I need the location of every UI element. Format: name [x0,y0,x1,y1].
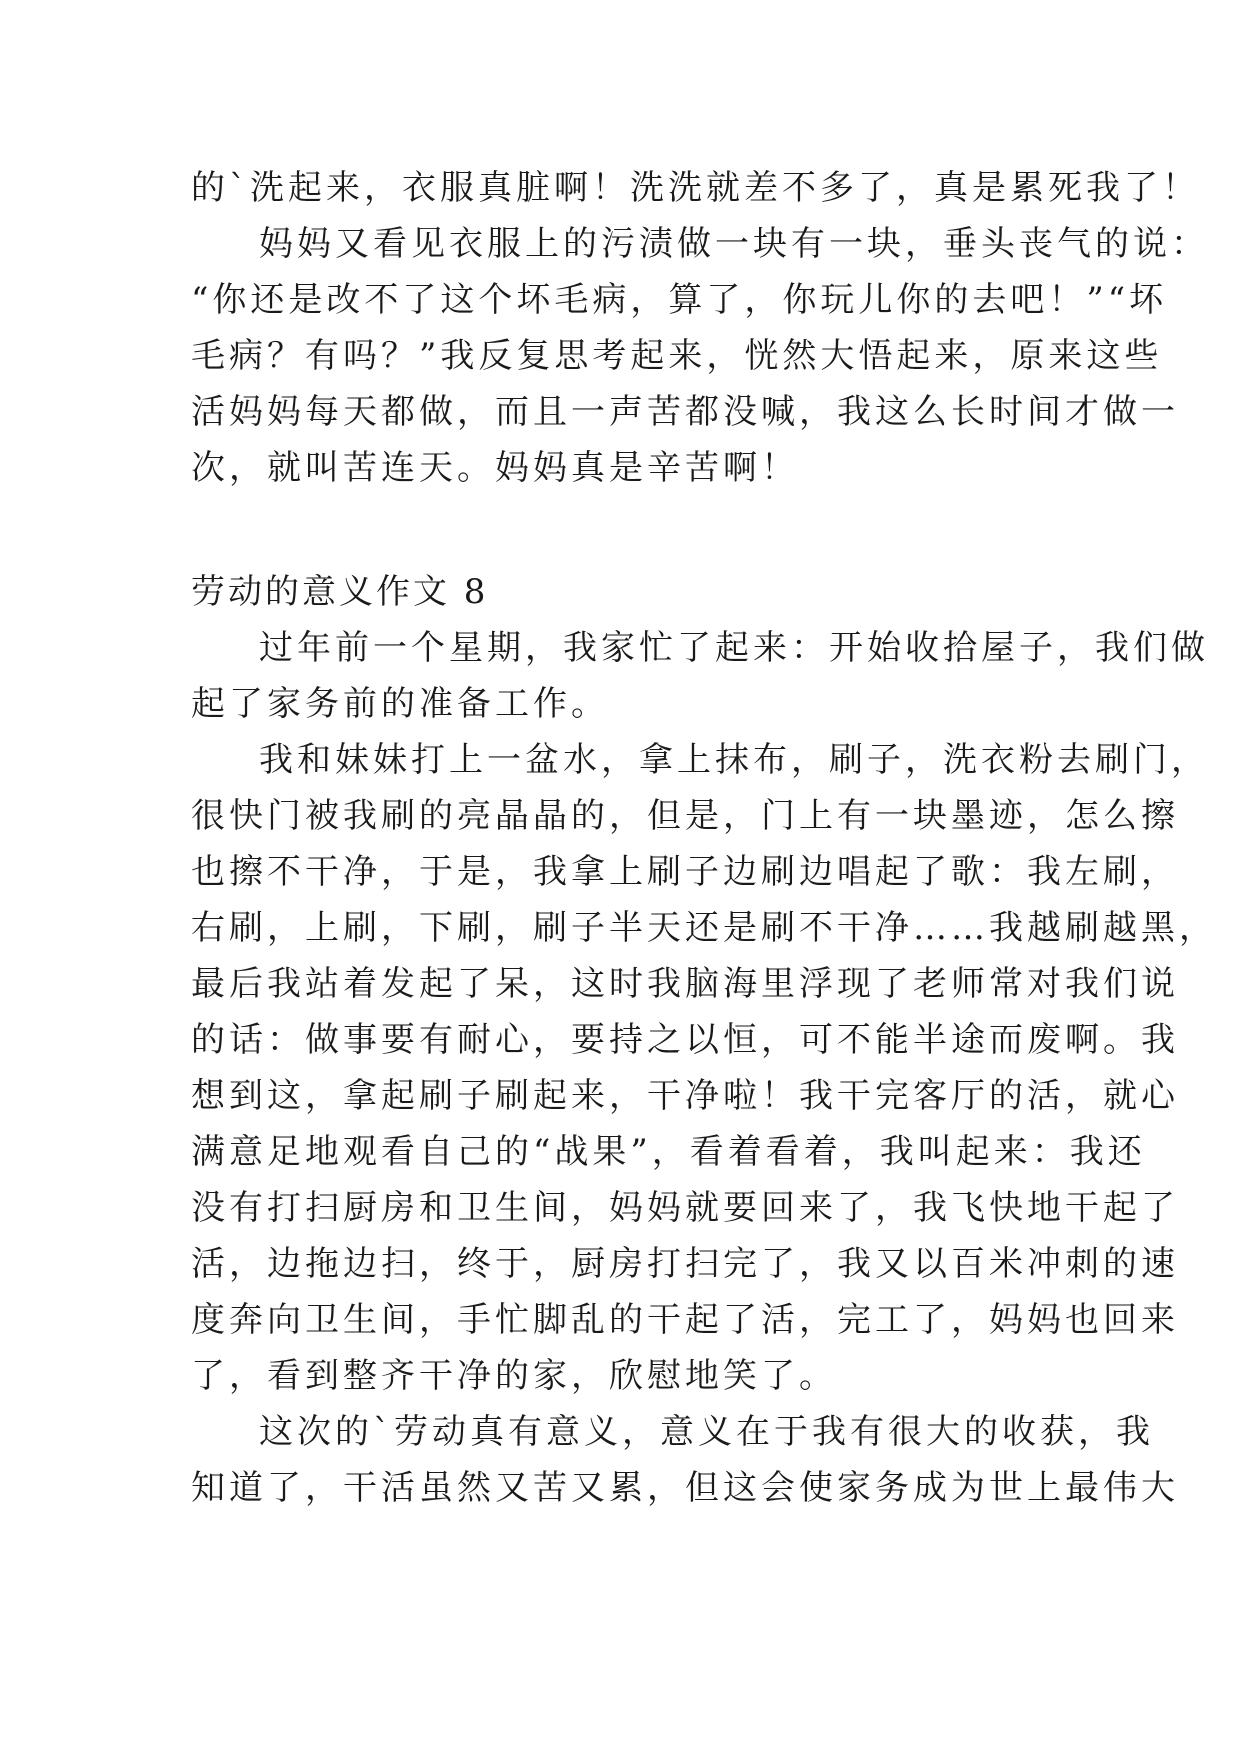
text-line: 活妈妈每天都做，而且一声苦都没喊，我这么长时间才做一 [191,392,1179,432]
text-line: 很快门被我刷的亮晶晶的，但是，门上有一块墨迹，怎么擦 [191,796,1179,836]
text-line: 活，边拖边扫，终于，厨房打扫完了，我又以百米冲刺的速 [191,1244,1179,1284]
text-line: 次，就叫苦连天。妈妈真是辛苦啊！ [191,448,799,488]
text-line: 了，看到整齐干净的家，欣慰地笑了。 [191,1356,837,1396]
paragraph-start-line: 妈妈又看见衣服上的污渍做一块有一块，垂头丧气的说： [259,224,1209,264]
text-line: 知道了，干活虽然又苦又累，但这会使家务成为世上最伟大 [191,1468,1179,1508]
text-line: 的话：做事要有耐心，要持之以恒，可不能半途而废啊。我 [191,1020,1179,1060]
text-line: “你还是改不了这个坏毛病，算了，你玩儿你的去吧！”“坏 [191,280,1168,320]
text-line: 的`洗起来，衣服真脏啊！洗洗就差不多了，真是累死我了！ [191,168,1200,208]
text-line: 也擦不干净，于是，我拿上刷子边刷边唱起了歌：我左刷， [191,852,1179,892]
text-line: 右刷，上刷，下刷，刷子半天还是刷不干净……我越刷越黑， [191,908,1217,948]
section-1 [191,160,1209,496]
text-line: 度奔向卫生间，手忙脚乱的干起了活，完工了，妈妈也回来 [191,1300,1179,1340]
text-line: 毛病？有吗？”我反复思考起来，恍然大悟起来，原来这些 [191,336,1163,376]
section-2 [191,564,1217,1516]
paragraph-start-line: 这次的`劳动真有意义，意义在于我有很大的收获，我 [259,1412,1154,1452]
paragraph-start-line: 我和妹妹打上一盆水，拿上抹布，刷子，洗衣粉去刷门， [259,740,1209,780]
text-line: 没有打扫厨房和卫生间，妈妈就要回来了，我飞快地干起了 [191,1188,1179,1228]
document-page [191,160,1217,1516]
paragraph-start-line: 过年前一个星期，我家忙了起来：开始收拾屋子，我们做 [259,628,1209,668]
section-heading: 劳动的意义作文 8 [191,572,489,612]
text-line: 想到这，拿起刷子刷起来，干净啦！我干完客厅的活，就心 [191,1076,1179,1116]
text-line: 最后我站着发起了呆，这时我脑海里浮现了老师常对我们说 [191,964,1179,1004]
text-line: 起了家务前的准备工作。 [191,684,609,724]
text-line: 满意足地观看自己的“战果”，看着看着，我叫起来：我还 [191,1132,1146,1172]
